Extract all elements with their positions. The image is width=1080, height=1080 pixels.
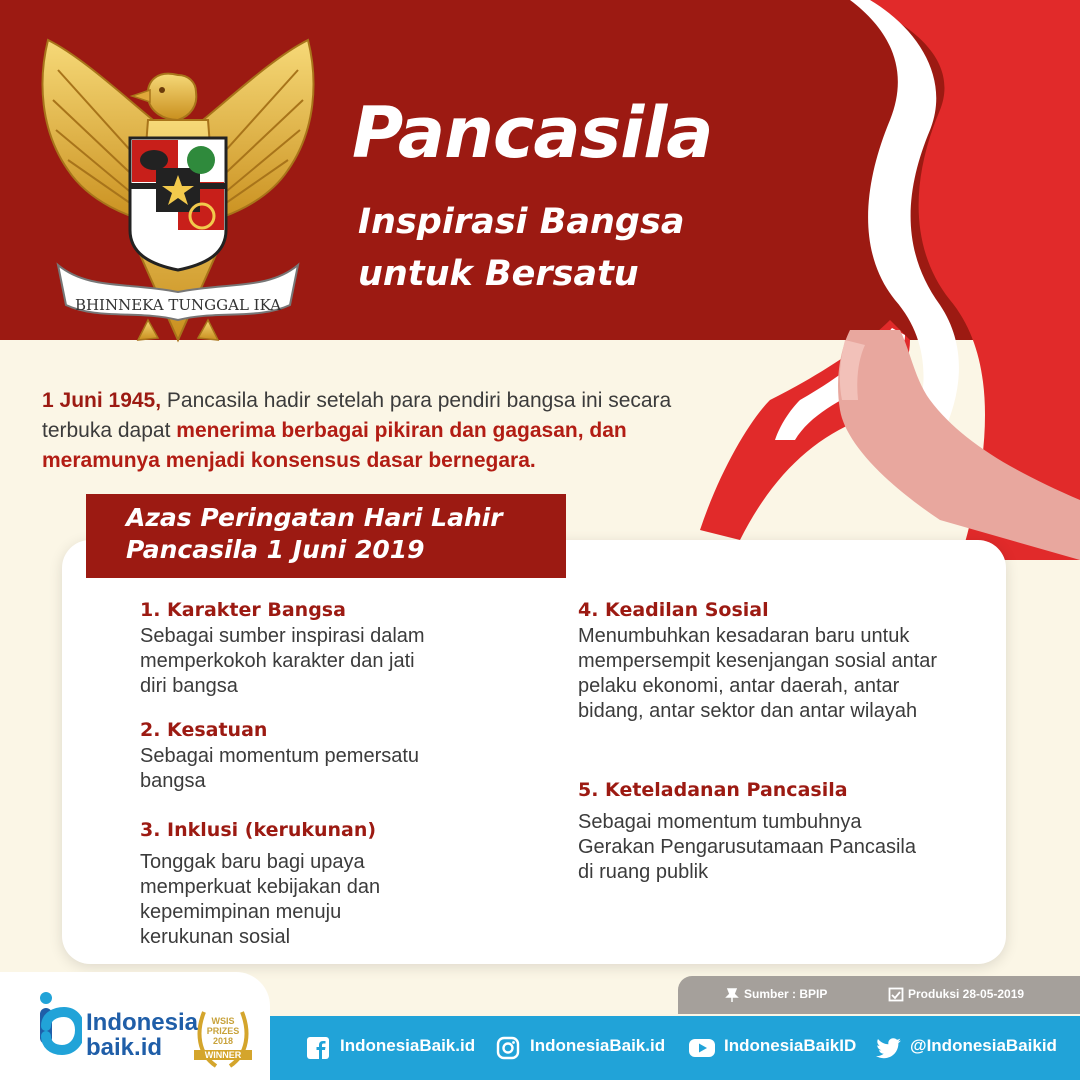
card-title [126,502,503,566]
card-title-line-1: Azas Peringatan Hari Lahir [126,503,503,532]
facebook-icon[interactable] [306,1036,330,1060]
facebook-link[interactable]: IndonesiaBaik.id [340,1036,476,1055]
principle-item-5 [578,776,918,885]
intro-text: Pancasila hadir setelah para pendiri bangsa ini secara terbuka dapat [42,389,672,442]
card-title-line-2: Pancasila 1 Juni 2019 [126,535,425,564]
principle-heading: 4. Keadilan Sosial [578,599,769,621]
flag-hand-illustration [660,0,1080,560]
principle-item-4 [578,596,958,724]
logo-line-1: Indonesia [86,1009,199,1036]
youtube-icon[interactable] [688,1036,716,1060]
page-subtitle [358,196,684,300]
youtube-link[interactable]: IndonesiaBaikID [724,1036,857,1055]
twitter-link[interactable]: @IndonesiaBaikid [910,1036,1057,1055]
principle-heading: 2. Kesatuan [140,719,268,741]
instagram-link[interactable]: IndonesiaBaik.id [530,1036,666,1055]
award-line-2: PRIZES [206,1026,240,1036]
indonesiabaik-logo-icon [36,990,82,1060]
principle-body: Sebagai momentum tumbuhnya Gerakan Pengarusutamaan Pancasila di ruang publik [578,811,916,883]
card-title-box [86,494,566,578]
principle-item-2 [140,716,430,794]
twitter-icon[interactable] [876,1036,902,1060]
principle-heading: 1. Karakter Bangsa [140,599,346,621]
intro-date: 1 Juni 1945, [42,389,162,412]
subtitle-line-2: untuk Bersatu [358,254,639,294]
principle-body: Tonggak baru bagi upaya memperkuat kebijakan dan kepemimpinan menuju kerukunan sosial [140,851,381,948]
principle-body: Sebagai momentum pemersatu bangsa [140,745,420,792]
principle-item-3 [140,816,430,950]
principle-heading: 5. Keteladanan Pancasila [578,779,848,801]
intro-highlight: menerima berbagai pikiran dan gagasan, dan meramunya menjadi konsensus dasar bernegara. [42,419,627,472]
principle-heading: 3. Inklusi (kerukunan) [140,819,377,841]
pin-icon [724,987,740,1003]
wsis-award-text [194,1016,252,1060]
principle-body: Sebagai sumber inspirasi dalam memperkokoh karakter dan jati diri bangsa [140,625,425,697]
calendar-check-icon [888,986,904,1002]
principle-body: Menumbuhkan kesadaran baru untuk mempersempit kesenjangan sosial antar pelaku ekonomi, antar daerah, antar bidang, antar sektor dan antar wilayah [578,625,938,722]
award-line-1: WSIS [211,1016,235,1026]
production-date-text: Produksi 28-05-2019 [908,987,1025,1001]
principle-item-1 [140,596,430,699]
intro-paragraph [42,386,742,476]
credits-bar [678,976,1080,1014]
emblem-motto: BHINNEKA TUNGGAL IKA [74,296,282,314]
logo-line-2: baik.id [86,1034,163,1061]
award-line-4: WINNER [194,1050,252,1060]
instagram-icon[interactable] [496,1036,520,1060]
award-line-3: 2018 [212,1036,234,1046]
indonesiabaik-logo-text [86,1010,198,1060]
source-text: Sumber : BPIP [744,987,828,1001]
subtitle-line-1: Inspirasi Bangsa [358,202,685,242]
page-title: Pancasila [352,92,713,174]
garuda-emblem [28,20,328,350]
